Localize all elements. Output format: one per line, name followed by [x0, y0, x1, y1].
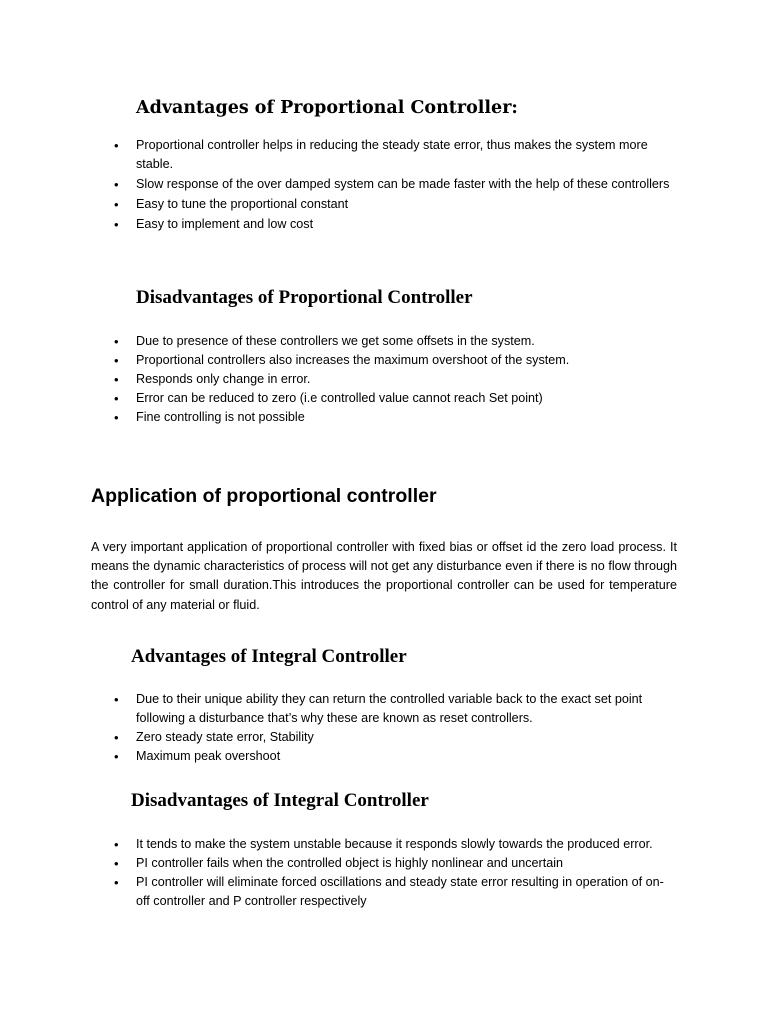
list-item-text: Fine controlling is not possible [136, 410, 305, 424]
list-item [0, 215, 676, 234]
bullet-glyph: • [114, 217, 119, 232]
bullet-glyph: • [114, 837, 119, 852]
list-item [0, 873, 676, 911]
list-item [0, 835, 676, 854]
list-item-text: Maximum peak overshoot [136, 749, 281, 763]
list-item-text: PI controller will eliminate forced oscillations and steady state error resulting in operation of on-off controller and P controller respectively [136, 875, 664, 908]
bullet-glyph: • [114, 730, 119, 745]
list-item [0, 747, 676, 766]
bullet-glyph: • [114, 749, 119, 764]
heading-advantages-integral: Advantages of Integral Controller [131, 646, 407, 667]
bullet-glyph: • [114, 410, 119, 425]
bullet-glyph: • [114, 197, 119, 212]
list-item-text: Responds only change in error. [136, 372, 311, 386]
list-item-text: Easy to implement and low cost [136, 217, 314, 231]
list-item-text: Error can be reduced to zero (i.e controlled value cannot reach Set point) [136, 391, 543, 405]
list-item [0, 175, 676, 194]
list-advantages-integral [0, 690, 676, 766]
list-item-text: Due to their unique ability they can return the controlled variable back to the exact set point following a disturbance that’s why these are known as reset controllers. [136, 692, 643, 725]
list-disadvantages-proportional [0, 332, 676, 427]
list-advantages-proportional [0, 136, 676, 234]
bullet-glyph: • [114, 334, 119, 349]
bullet-glyph: • [114, 372, 119, 387]
list-item-text: Easy to tune the proportional constant [136, 197, 349, 211]
list-item [0, 854, 676, 873]
bullet-glyph: • [114, 391, 119, 406]
list-item-text: Proportional controller helps in reducing the steady state error, thus makes the system more stable. [136, 138, 648, 171]
heading-application-proportional: Application of proportional controller [91, 485, 437, 507]
bullet-glyph: • [114, 875, 119, 890]
list-item-text: PI controller fails when the controlled object is highly nonlinear and uncertain [136, 856, 564, 870]
bullet-glyph: • [114, 692, 119, 707]
heading-advantages-proportional: Advantages of Proportional Controller: [136, 98, 518, 118]
list-item-text: Proportional controllers also increases the maximum overshoot of the system. [136, 353, 570, 367]
list-item [0, 728, 676, 747]
heading-disadvantages-integral: Disadvantages of Integral Controller [131, 790, 429, 811]
application-paragraph: A very important application of proportional controller with fixed bias or offset id the zero load process. It means the dynamic characteristics of process will not get any disturbance even if there is no flow through the controller for small duration.This introduces the proportional controller can be used for temperature control of any material or fluid. [91, 540, 677, 612]
bullet-glyph: • [114, 353, 119, 368]
list-item [0, 136, 676, 174]
list-item-text: It tends to make the system unstable because it responds slowly towards the produced error. [136, 837, 653, 851]
list-item [0, 389, 676, 408]
bullet-glyph: • [114, 177, 119, 192]
list-item [0, 351, 676, 370]
list-item-text: Slow response of the over damped system can be made faster with the help of these controllers [136, 177, 670, 191]
list-disadvantages-integral [0, 835, 676, 911]
bullet-glyph: • [114, 138, 119, 153]
list-item-text: Zero steady state error, Stability [136, 730, 314, 744]
list-item [0, 408, 676, 427]
list-item [0, 690, 676, 728]
bullet-glyph: • [114, 856, 119, 871]
list-item-text: Due to presence of these controllers we get some offsets in the system. [136, 334, 535, 348]
list-item [0, 332, 676, 351]
list-item [0, 370, 676, 389]
heading-disadvantages-proportional: Disadvantages of Proportional Controller [136, 287, 473, 308]
list-item [0, 195, 676, 214]
